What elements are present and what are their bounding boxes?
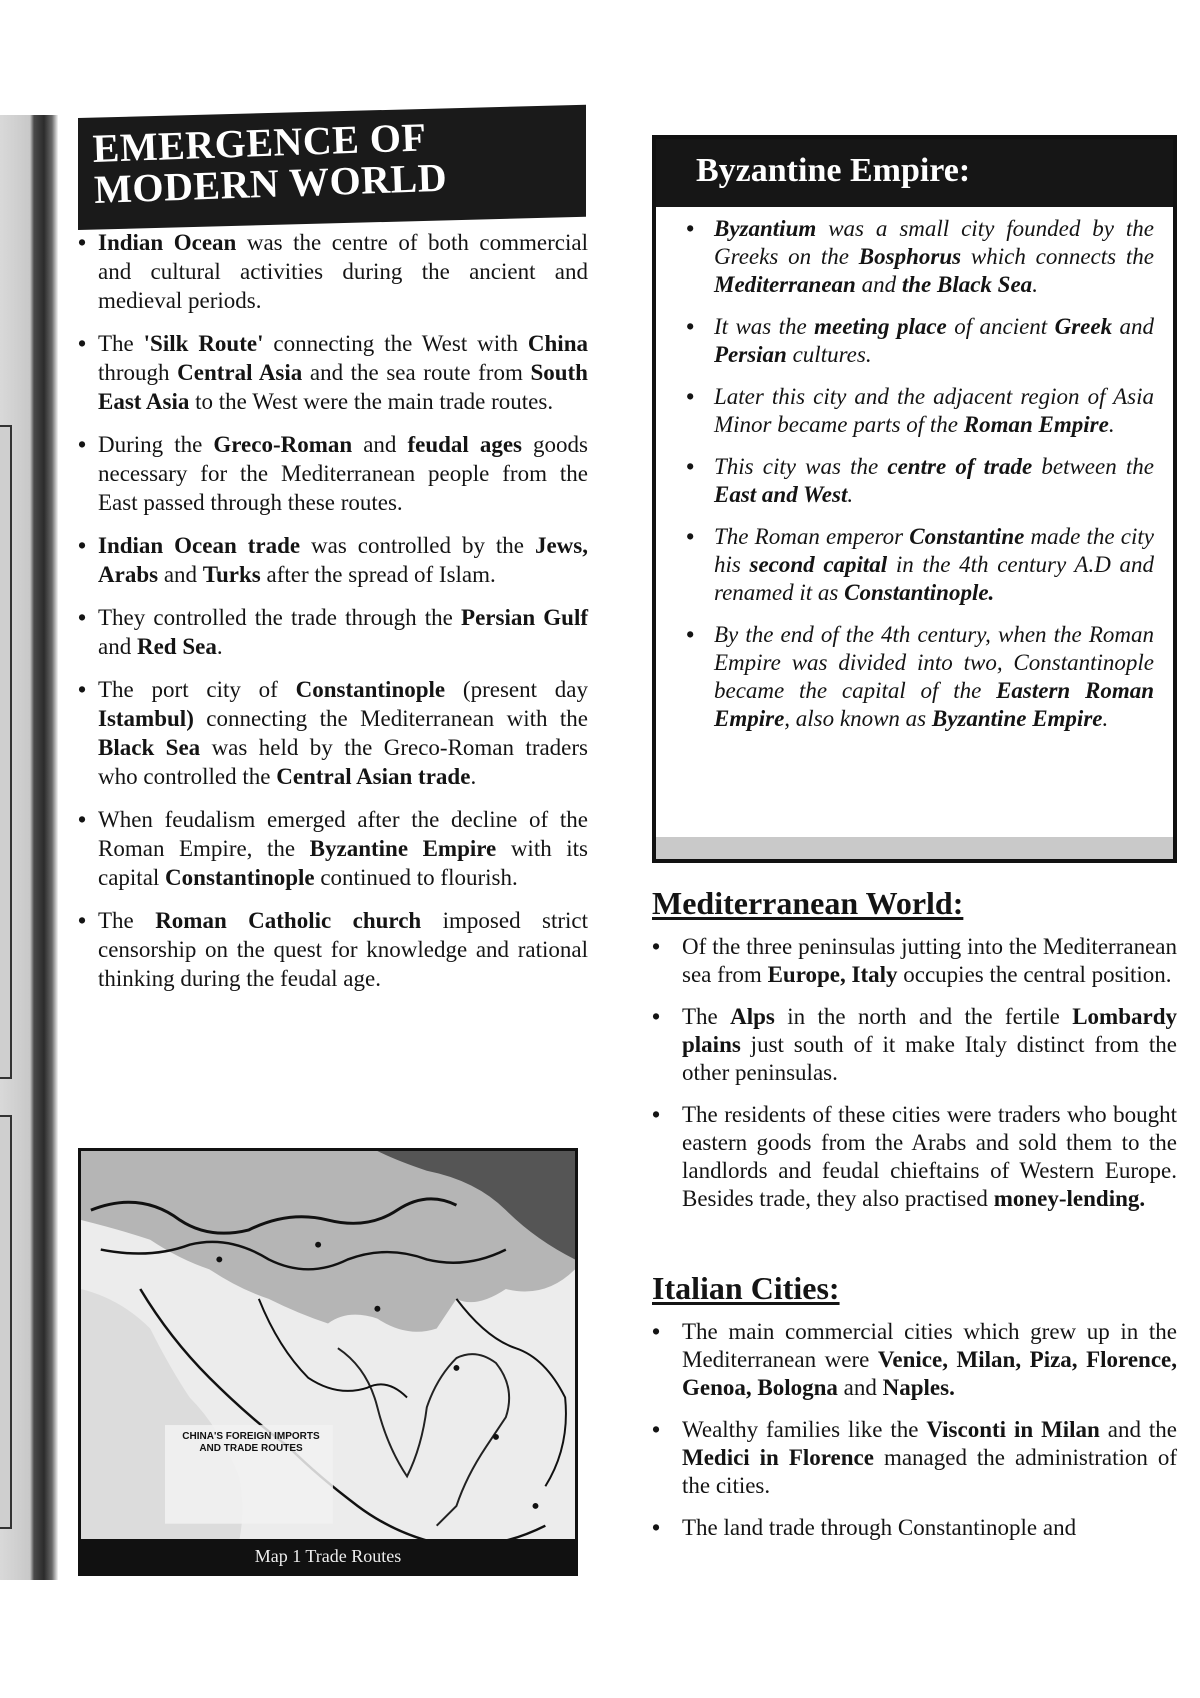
map-graphic [81, 1151, 575, 1573]
text-run: to the West were the main trade routes. [189, 389, 554, 414]
bold-term: money-lending. [993, 1186, 1146, 1211]
text-run: which connects the [961, 244, 1154, 269]
book-binding-edge [0, 115, 58, 1580]
bold-term: Constantinople [295, 677, 446, 702]
bold-term: Byzantine Empire [309, 836, 497, 861]
bullet-item [78, 228, 588, 315]
text-run: The Roman emperor [714, 524, 910, 549]
bold-term: Roman Empire [963, 412, 1109, 437]
text-run: . [470, 764, 477, 789]
bold-term: feudal ages [407, 432, 523, 457]
bullet-item [652, 1318, 1177, 1402]
bold-term: Medici in Florence [682, 1445, 874, 1470]
bold-term: Roman Catholic church [155, 908, 422, 933]
bold-term: Visconti in Milan [926, 1417, 1100, 1442]
text-run: The [98, 908, 156, 933]
text-run: The port city of [98, 677, 296, 702]
map-legend-title: CHINA'S FOREIGN IMPORTS AND TRADE ROUTES [182, 1431, 320, 1454]
text-run: and [837, 1375, 883, 1400]
byzantine-heading: Byzantine Empire: [656, 139, 1173, 207]
bold-term: meeting place [814, 314, 947, 339]
text-run: and [352, 432, 408, 457]
text-run: . [216, 634, 223, 659]
bold-term: Greco-Roman [213, 432, 353, 457]
trade-routes-map [78, 1148, 578, 1576]
bold-term: Lombardy plains [682, 1004, 1177, 1057]
text-run: . [1102, 706, 1109, 731]
bold-term: Indian Ocean trade [98, 533, 301, 558]
italian-cities-bullet-list [652, 1318, 1177, 1556]
bullet-item [652, 1416, 1177, 1500]
box-footer-strip [656, 837, 1173, 859]
bold-term: Alps [730, 1004, 775, 1029]
text-run: and [158, 562, 203, 587]
text-run: . [847, 482, 854, 507]
bullet-item [686, 621, 1154, 733]
bold-term: Central Asian trade [276, 764, 471, 789]
mediterranean-bullet-list [652, 933, 1177, 1227]
adjacent-page-strip [0, 425, 12, 1079]
bullet-item [78, 675, 588, 791]
text-run: managed the administration of the cities. [682, 1445, 1177, 1498]
bold-term: Red Sea [136, 634, 217, 659]
mediterranean-heading: Mediterranean World: [652, 885, 964, 921]
text-run: connecting the Mediterranean with the [193, 706, 588, 731]
text-run: made the city his [714, 524, 1154, 577]
bold-term: centre of trade [887, 454, 1033, 479]
bold-term: East and West [714, 482, 848, 507]
bold-term: Indian Ocean [98, 230, 237, 255]
bullet-item [686, 523, 1154, 607]
chapter-title [92, 111, 575, 210]
text-run: Wealthy families like the [682, 1417, 927, 1442]
text-run: was controlled by the [300, 533, 535, 558]
bullet-item [686, 453, 1154, 509]
text-run: When feudalism emerged after the decline of the Roman Empire, the [98, 807, 588, 861]
text-run: and the sea route from [302, 360, 531, 385]
chapter-title-line: EMERGENCE OF [91, 114, 428, 171]
bold-term: Europe, Italy [767, 962, 898, 987]
bullet-item [78, 531, 588, 589]
text-run: connecting the West with [263, 331, 528, 356]
bullet-item [78, 329, 588, 416]
bullet-item [78, 805, 588, 892]
text-run: was held by the Greco-Roman traders who controlled the [98, 735, 589, 789]
text-run: The residents of these cities were traders who bought eastern goods from the Arabs and sold them to the landlords and feudal chieftains of Western Europe. Besides trade, they also practised [682, 1102, 1177, 1211]
text-run: imposed strict censorship on the quest for knowledge and rational thinking during the feudal age. [98, 908, 589, 991]
intro-bullet-list [78, 228, 588, 1007]
text-run: They controlled the trade through the [98, 605, 462, 630]
bold-term: Constantinople. [844, 580, 995, 605]
text-run: just south of it make Italy distinct from the other peninsulas. [682, 1032, 1177, 1085]
bullet-item [652, 933, 1177, 989]
map-caption: Map 1 Trade Routes [81, 1539, 575, 1573]
text-run: The main commercial cities which grew up in the Mediterranean were [682, 1319, 1177, 1372]
bullet-item [78, 603, 588, 661]
bold-term: Venice, Milan, Piza, Florence, Genoa, Bologna [682, 1347, 1178, 1400]
text-run: through [98, 360, 178, 385]
text-run: The [98, 331, 144, 356]
right-column [652, 135, 1177, 1595]
bold-term: Bosphorus [858, 244, 962, 269]
bold-term: Eastern Roman Empire [714, 678, 1155, 731]
bullet-item [652, 1003, 1177, 1087]
text-run: , also known as [784, 706, 932, 731]
bullet-item [78, 906, 588, 993]
bold-term: Mediterranean [714, 272, 856, 297]
text-run: The land trade through Constantinople and [682, 1515, 1077, 1540]
text-run: continued to flourish. [314, 865, 518, 890]
byzantine-bullet-list [686, 215, 1154, 747]
bold-term: South East Asia [98, 360, 588, 414]
text-run: was a small city founded by the Greeks on the [714, 216, 1154, 269]
bold-term: Central Asia [177, 360, 303, 385]
text-run: (present day [445, 677, 588, 702]
text-run: and [855, 272, 902, 297]
bullet-item [652, 1101, 1177, 1213]
text-run: in the north and the fertile [774, 1004, 1073, 1029]
bold-term: Persian Gulf [461, 605, 588, 630]
text-run: and [1112, 314, 1155, 339]
text-run: . [1032, 272, 1038, 297]
bold-term: Constantinople [165, 865, 315, 890]
text-run: and [98, 634, 137, 659]
bold-term: Constantine [909, 524, 1025, 549]
text-run: occupies the central position. [897, 962, 1172, 987]
chapter-title-line: MODERN WORLD [93, 154, 448, 212]
bold-term: Turks [202, 562, 261, 587]
bold-term: Greek [1054, 314, 1113, 339]
bullet-item [686, 383, 1154, 439]
bold-term: 'Silk Route' [143, 331, 264, 356]
text-run: and the [1099, 1417, 1177, 1442]
text-run: The [682, 1004, 731, 1029]
bold-term: Byzantium [714, 216, 817, 241]
text-run: By the end of the 4th century, when the Roman Empire was divided into two, Constantinople became the capital of the [714, 622, 1154, 703]
text-run: cultures. [786, 342, 872, 367]
bullet-item [78, 430, 588, 517]
text-run: of ancient [946, 314, 1055, 339]
italian-cities-heading: Italian Cities: [652, 1270, 840, 1306]
bold-term: Jews, Arabs [98, 533, 588, 587]
text-run: after the spread of Islam. [260, 562, 496, 587]
text-run: was the centre of both commercial and cultural activities during the ancient and medieval periods. [98, 230, 588, 313]
adjacent-page-strip [0, 1115, 12, 1529]
text-run: goods necessary for the Mediterranean people from the East passed through these routes. [98, 432, 589, 515]
text-run: between the [1032, 454, 1154, 479]
bold-term: the Black Sea [901, 272, 1033, 297]
text-run: It was the [714, 314, 815, 339]
text-run: with its capital [98, 836, 588, 890]
text-run: During the [98, 432, 214, 457]
left-column [78, 114, 589, 1578]
bold-term: Black Sea [98, 735, 201, 760]
text-run: in the 4th century A.D and renamed it as [714, 552, 1154, 605]
bold-term: Naples. [882, 1375, 955, 1400]
bold-term: Istambul) [98, 706, 194, 731]
bullet-item [652, 1514, 1177, 1542]
text-run: . [1108, 412, 1115, 437]
byzantine-empire-box [652, 135, 1177, 863]
bold-term: Persian [714, 342, 787, 367]
text-run: Later this city and the adjacent region of Asia Minor became parts of the [714, 384, 1154, 437]
bullet-item [686, 313, 1154, 369]
bold-term: China [527, 331, 588, 356]
text-run: This city was the [714, 454, 888, 479]
bold-term: Byzantine Empire [931, 706, 1103, 731]
bullet-item [686, 215, 1154, 299]
text-run: Of the three peninsulas jutting into the Mediterranean sea from [682, 934, 1177, 987]
bold-term: second capital [749, 552, 888, 577]
